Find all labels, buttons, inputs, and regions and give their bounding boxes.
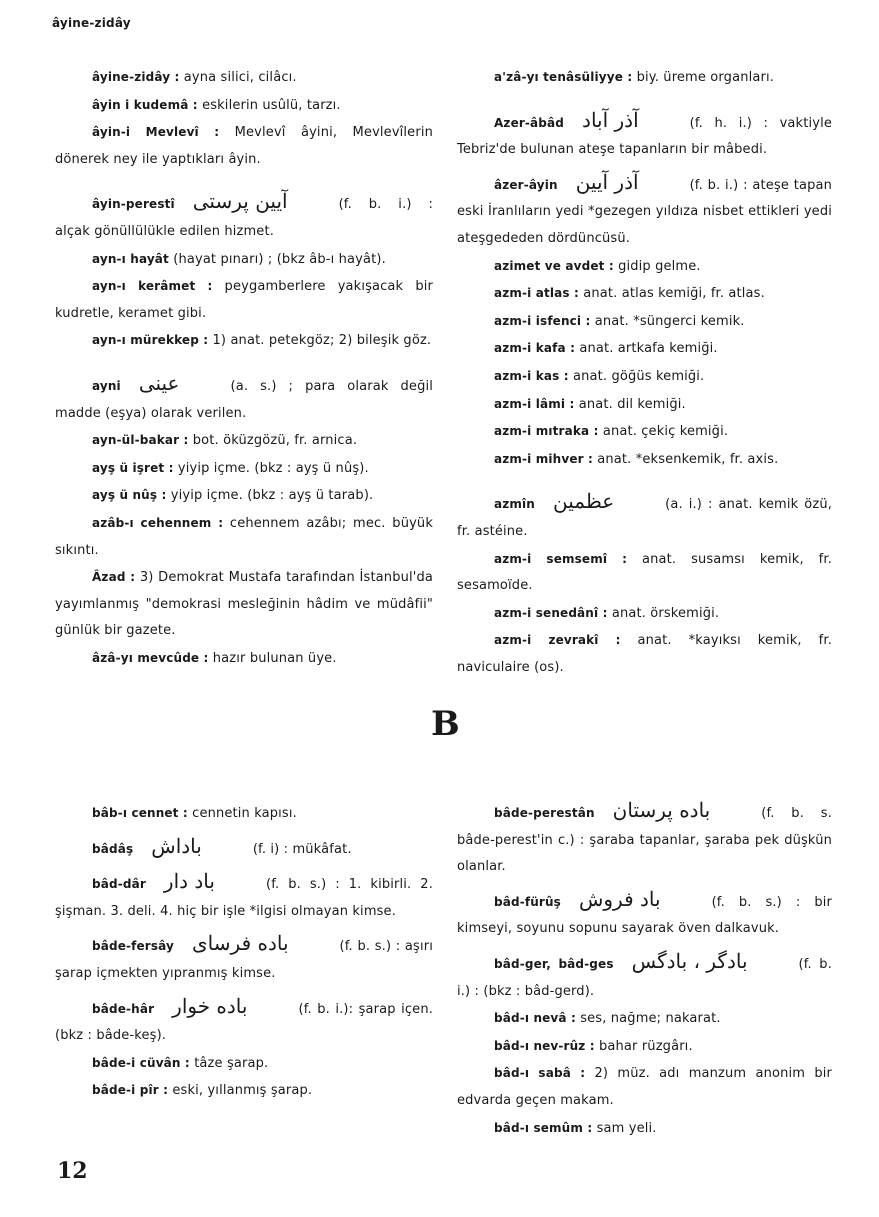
dictionary-entry — [457, 169, 832, 253]
running-head: âyine-zidây — [52, 16, 131, 30]
entry-headword: âyin-perestî — [92, 197, 175, 212]
dictionary-entry — [457, 1060, 832, 1114]
entry-definition: eskilerin usûlü, tarzı. — [202, 97, 341, 113]
entry-headword: bâd-ger, bâd-ges — [494, 956, 614, 971]
dictionary-entry — [55, 455, 433, 483]
entry-definition: (f. h. i.) : vaktiyle Tebriz'de bulunan ateşe tapanların bir mâbedi. — [457, 115, 832, 158]
entry-definition: tâze şarap. — [194, 1055, 269, 1071]
entry-headword: azm-i semsemî : — [494, 551, 628, 566]
entry-headword: azm-i mihver : — [494, 451, 593, 466]
dictionary-entry — [55, 645, 433, 673]
entry-headword: azm-i atlas : — [494, 286, 579, 301]
entry-definition: anat. *eksenkemik, fr. axis. — [597, 451, 779, 467]
entry-definition: (a. s.) ; para olarak değil madde (eşya) olarak verilen. — [55, 378, 433, 421]
entry-definition: gidip gelme. — [618, 258, 701, 274]
entry-definition: (f. i) : mükâfat. — [252, 841, 352, 857]
entry-headword: ayn-ı kerâmet : — [92, 279, 213, 294]
entry-definition: 2) müz. adı manzum anonim bir edvarda geçen makam. — [457, 1066, 832, 1108]
dictionary-entry — [55, 800, 433, 828]
dictionary-entry — [55, 933, 433, 987]
dictionary-entry — [55, 993, 433, 1050]
entry-headword: âzâ-yı mevcûde : — [92, 650, 209, 665]
column-right-bottom — [457, 800, 832, 1142]
dictionary-entry — [55, 833, 433, 864]
entry-arabic-script: باد فروش — [578, 886, 661, 911]
entry-headword: bâd-ı nev-rûz : — [494, 1038, 595, 1053]
dictionary-entry — [457, 1115, 832, 1143]
entry-headword: ayni — [92, 378, 121, 393]
entry-definition: bahar rüzgârı. — [599, 1038, 693, 1054]
entry-definition: ayna silici, cilâcı. — [183, 70, 297, 85]
entry-arabic-script: بادگر ، بادگس — [631, 948, 748, 973]
dictionary-entry — [457, 64, 832, 92]
entry-arabic-script: آذر آباد — [582, 107, 639, 132]
column-left-top — [55, 64, 433, 672]
entry-headword: azm-i zevrakî : — [494, 633, 621, 648]
dictionary-entry — [55, 119, 433, 173]
entry-definition: Mevlevî âyini, Mevlevîlerin dönerek ney ile yaptıkları âyin. — [55, 125, 433, 167]
dictionary-entry — [55, 92, 433, 120]
entry-headword: azm-i isfenci : — [494, 313, 591, 328]
dictionary-entry — [55, 64, 433, 92]
entry-definition: (a. i.) : anat. kemik özü, fr. astéine. — [457, 497, 832, 539]
entry-definition: (f. b. i.) : (bkz : bâd-gerd). — [457, 956, 832, 999]
dictionary-entry — [55, 871, 433, 925]
entry-arabic-script: عظمین — [553, 489, 615, 514]
dictionary-entry — [457, 280, 832, 308]
dictionary-entry — [457, 391, 832, 419]
entry-arabic-script: باده پرستان — [612, 798, 711, 822]
entry-headword: bâde-hâr — [92, 1001, 155, 1016]
entry-headword: Âzad : — [92, 570, 136, 585]
dictionary-entry — [55, 427, 433, 455]
entry-headword: azm-i kas : — [494, 368, 569, 383]
dictionary-entry — [55, 1077, 433, 1105]
entry-definition: (hayat pınarı) ; (bkz âb-ı hayât). — [173, 251, 386, 267]
page-number: 12 — [57, 1158, 88, 1184]
entry-definition: anat. göğüs kemiği. — [573, 368, 705, 384]
entry-definition: (f. b. i.): şarap içen. (bkz : bâde-keş). — [55, 1001, 433, 1044]
entry-definition: cennetin kapısı. — [192, 806, 297, 821]
dictionary-entry — [457, 800, 832, 881]
dictionary-entry — [457, 253, 832, 281]
dictionary-entry — [457, 446, 832, 474]
dictionary-entry — [457, 308, 832, 336]
entry-headword: ayn-ı mürekkep : — [92, 333, 209, 348]
entry-definition: (f. b. i.) : alçak gönüllülükle edilen hizmet. — [55, 197, 433, 239]
dictionary-entry — [55, 482, 433, 510]
entry-headword: bâd-fürûş — [494, 894, 561, 909]
entry-headword: azm-i lâmi : — [494, 396, 575, 411]
entry-definition: (f. b. s.) : 1. kibirli. 2. şişman. 3. deli. 4. hiç bir işle *ilgisi olmayan kimse. — [55, 877, 433, 919]
entry-headword: azimet ve avdet : — [494, 258, 614, 273]
entry-headword: bâd-ı semûm : — [494, 1120, 593, 1135]
entry-headword: ayş ü nûş : — [92, 488, 167, 503]
entry-definition: anat. susamsı kemik, fr. sesamoïde. — [457, 551, 832, 594]
entry-definition: 3) Demokrat Mustafa tarafından İstanbul'da yayımlanmış "demokrasi mesleğinin hâdim ve müdâfii" günlük bir gazete. — [55, 570, 433, 639]
entry-arabic-script: باد دار — [163, 869, 215, 894]
dictionary-entry — [55, 564, 433, 645]
dictionary-entry — [457, 335, 832, 363]
dictionary-entry — [457, 491, 832, 545]
entry-headword: bâde-i pîr : — [92, 1083, 169, 1098]
entry-headword: âyine-zidây : — [92, 70, 180, 84]
entry-headword: Azer-âbâd — [494, 115, 565, 130]
entry-arabic-script: باداش — [151, 833, 202, 858]
entry-definition: cehennem azâbı; mec. büyük sıkıntı. — [55, 515, 433, 558]
entry-headword: bâb-ı cennet : — [92, 806, 188, 820]
entry-definition: (f. b. s.) : aşırı şarap içmekten yıpranmış kimse. — [55, 939, 433, 981]
entry-definition: eski, yıllanmış şarap. — [172, 1083, 313, 1099]
entry-definition: anat. örskemiği. — [611, 605, 720, 621]
entry-headword: âyin-i Mevlevî : — [92, 125, 220, 140]
entry-headword: bâde-fersây — [92, 939, 175, 954]
entry-headword: bâdâş — [92, 841, 134, 856]
entry-headword: bâd-ı nevâ : — [494, 1011, 576, 1026]
entry-definition: bot. öküzgözü, fr. arnica. — [192, 433, 358, 449]
entry-headword: ayn-ı hayât — [92, 251, 169, 266]
entry-definition: anat. *süngerci kemik. — [594, 313, 745, 329]
entry-definition: 1) anat. petekgöz; 2) bileşik göz. — [212, 333, 432, 349]
entry-definition: biy. üreme organları. — [636, 70, 774, 85]
entry-definition: yiyip içme. (bkz : ayş ü tarab). — [170, 488, 374, 504]
entry-definition: hazır bulunan üye. — [212, 650, 337, 666]
entry-arabic-script: باده فرسای — [192, 931, 289, 956]
entry-definition: anat. artkafa kemiği. — [579, 341, 718, 357]
entry-headword: azm-i senedânî : — [494, 605, 608, 620]
dictionary-entry — [55, 273, 433, 327]
entry-headword: ayn-ül-bakar : — [92, 433, 189, 448]
entry-arabic-script: عینی — [138, 370, 180, 395]
entry-definition: sam yeli. — [596, 1120, 657, 1136]
entry-definition: peygamberlere yakışacak bir kudretle, keramet gibi. — [55, 279, 433, 321]
dictionary-entry — [457, 1033, 832, 1061]
dictionary-entry — [457, 1005, 832, 1033]
entry-headword: bâde-perestân — [494, 806, 595, 820]
column-left-bottom — [55, 800, 433, 1105]
entry-headword: âzer-âyin — [494, 177, 558, 192]
dictionary-entry — [55, 370, 433, 427]
entry-headword: bâd-ı sabâ : — [494, 1066, 586, 1081]
dictionary-entry — [457, 546, 832, 600]
dictionary-entry — [457, 948, 832, 1005]
entry-definition: anat. çekiç kemiği. — [602, 424, 729, 440]
entry-headword: azm-i kafa : — [494, 341, 576, 356]
dictionary-entry — [457, 886, 832, 943]
entry-headword: azâb-ı cehennem : — [92, 515, 224, 530]
dictionary-entry — [55, 1050, 433, 1078]
dictionary-entry — [457, 363, 832, 391]
dictionary-entry — [55, 191, 433, 245]
entry-arabic-script: آذر آیین — [575, 169, 639, 194]
entry-headword: ayş ü işret : — [92, 460, 174, 475]
entry-definition: (f. b. s.) : bir kimseyi, soyunu sopunu sayarak öven dalkavuk. — [457, 894, 832, 937]
dictionary-entry — [457, 107, 832, 164]
dictionary-entry — [55, 510, 433, 564]
entry-definition: ses, nağme; nakarat. — [580, 1011, 721, 1027]
entry-definition: (f. b. i.) : ateşe tapan eski İranlıların yedi *gezegen yıldıza nisbet ettikleri yedi ateşgededen dördüncüsü. — [457, 177, 832, 246]
entry-definition: yiyip içme. (bkz : ayş ü nûş). — [177, 460, 369, 476]
entry-headword: azm-i mıtraka : — [494, 424, 599, 439]
entry-headword: âyin i kudemâ : — [92, 97, 198, 112]
entry-arabic-script: باده خوار — [172, 993, 248, 1018]
section-letter: B — [431, 704, 460, 744]
entry-headword: a'zâ-yı tenâsüliyye : — [494, 70, 633, 84]
entry-definition: anat. dil kemiği. — [578, 396, 686, 412]
dictionary-entry — [55, 327, 433, 355]
dictionary-entry — [457, 627, 832, 681]
entry-definition: anat. *kayıksı kemik, fr. naviculaire (os). — [457, 633, 832, 675]
dictionary-entry — [55, 246, 433, 274]
entry-headword: bâde-i cüvân : — [92, 1055, 190, 1070]
entry-headword: bâd-dâr — [92, 877, 146, 892]
dictionary-entry — [457, 600, 832, 628]
dictionary-entry — [457, 418, 832, 446]
entry-arabic-script: آیین پرستی — [192, 189, 288, 214]
entry-definition: anat. atlas kemiği, fr. atlas. — [583, 286, 765, 302]
column-right-top — [457, 64, 832, 681]
entry-headword: azmîn — [494, 497, 535, 512]
entry-definition: (f. b. s. bâde-perest'in c.) : şaraba tapanlar, şaraba pek düşkün olanlar. — [457, 806, 832, 875]
